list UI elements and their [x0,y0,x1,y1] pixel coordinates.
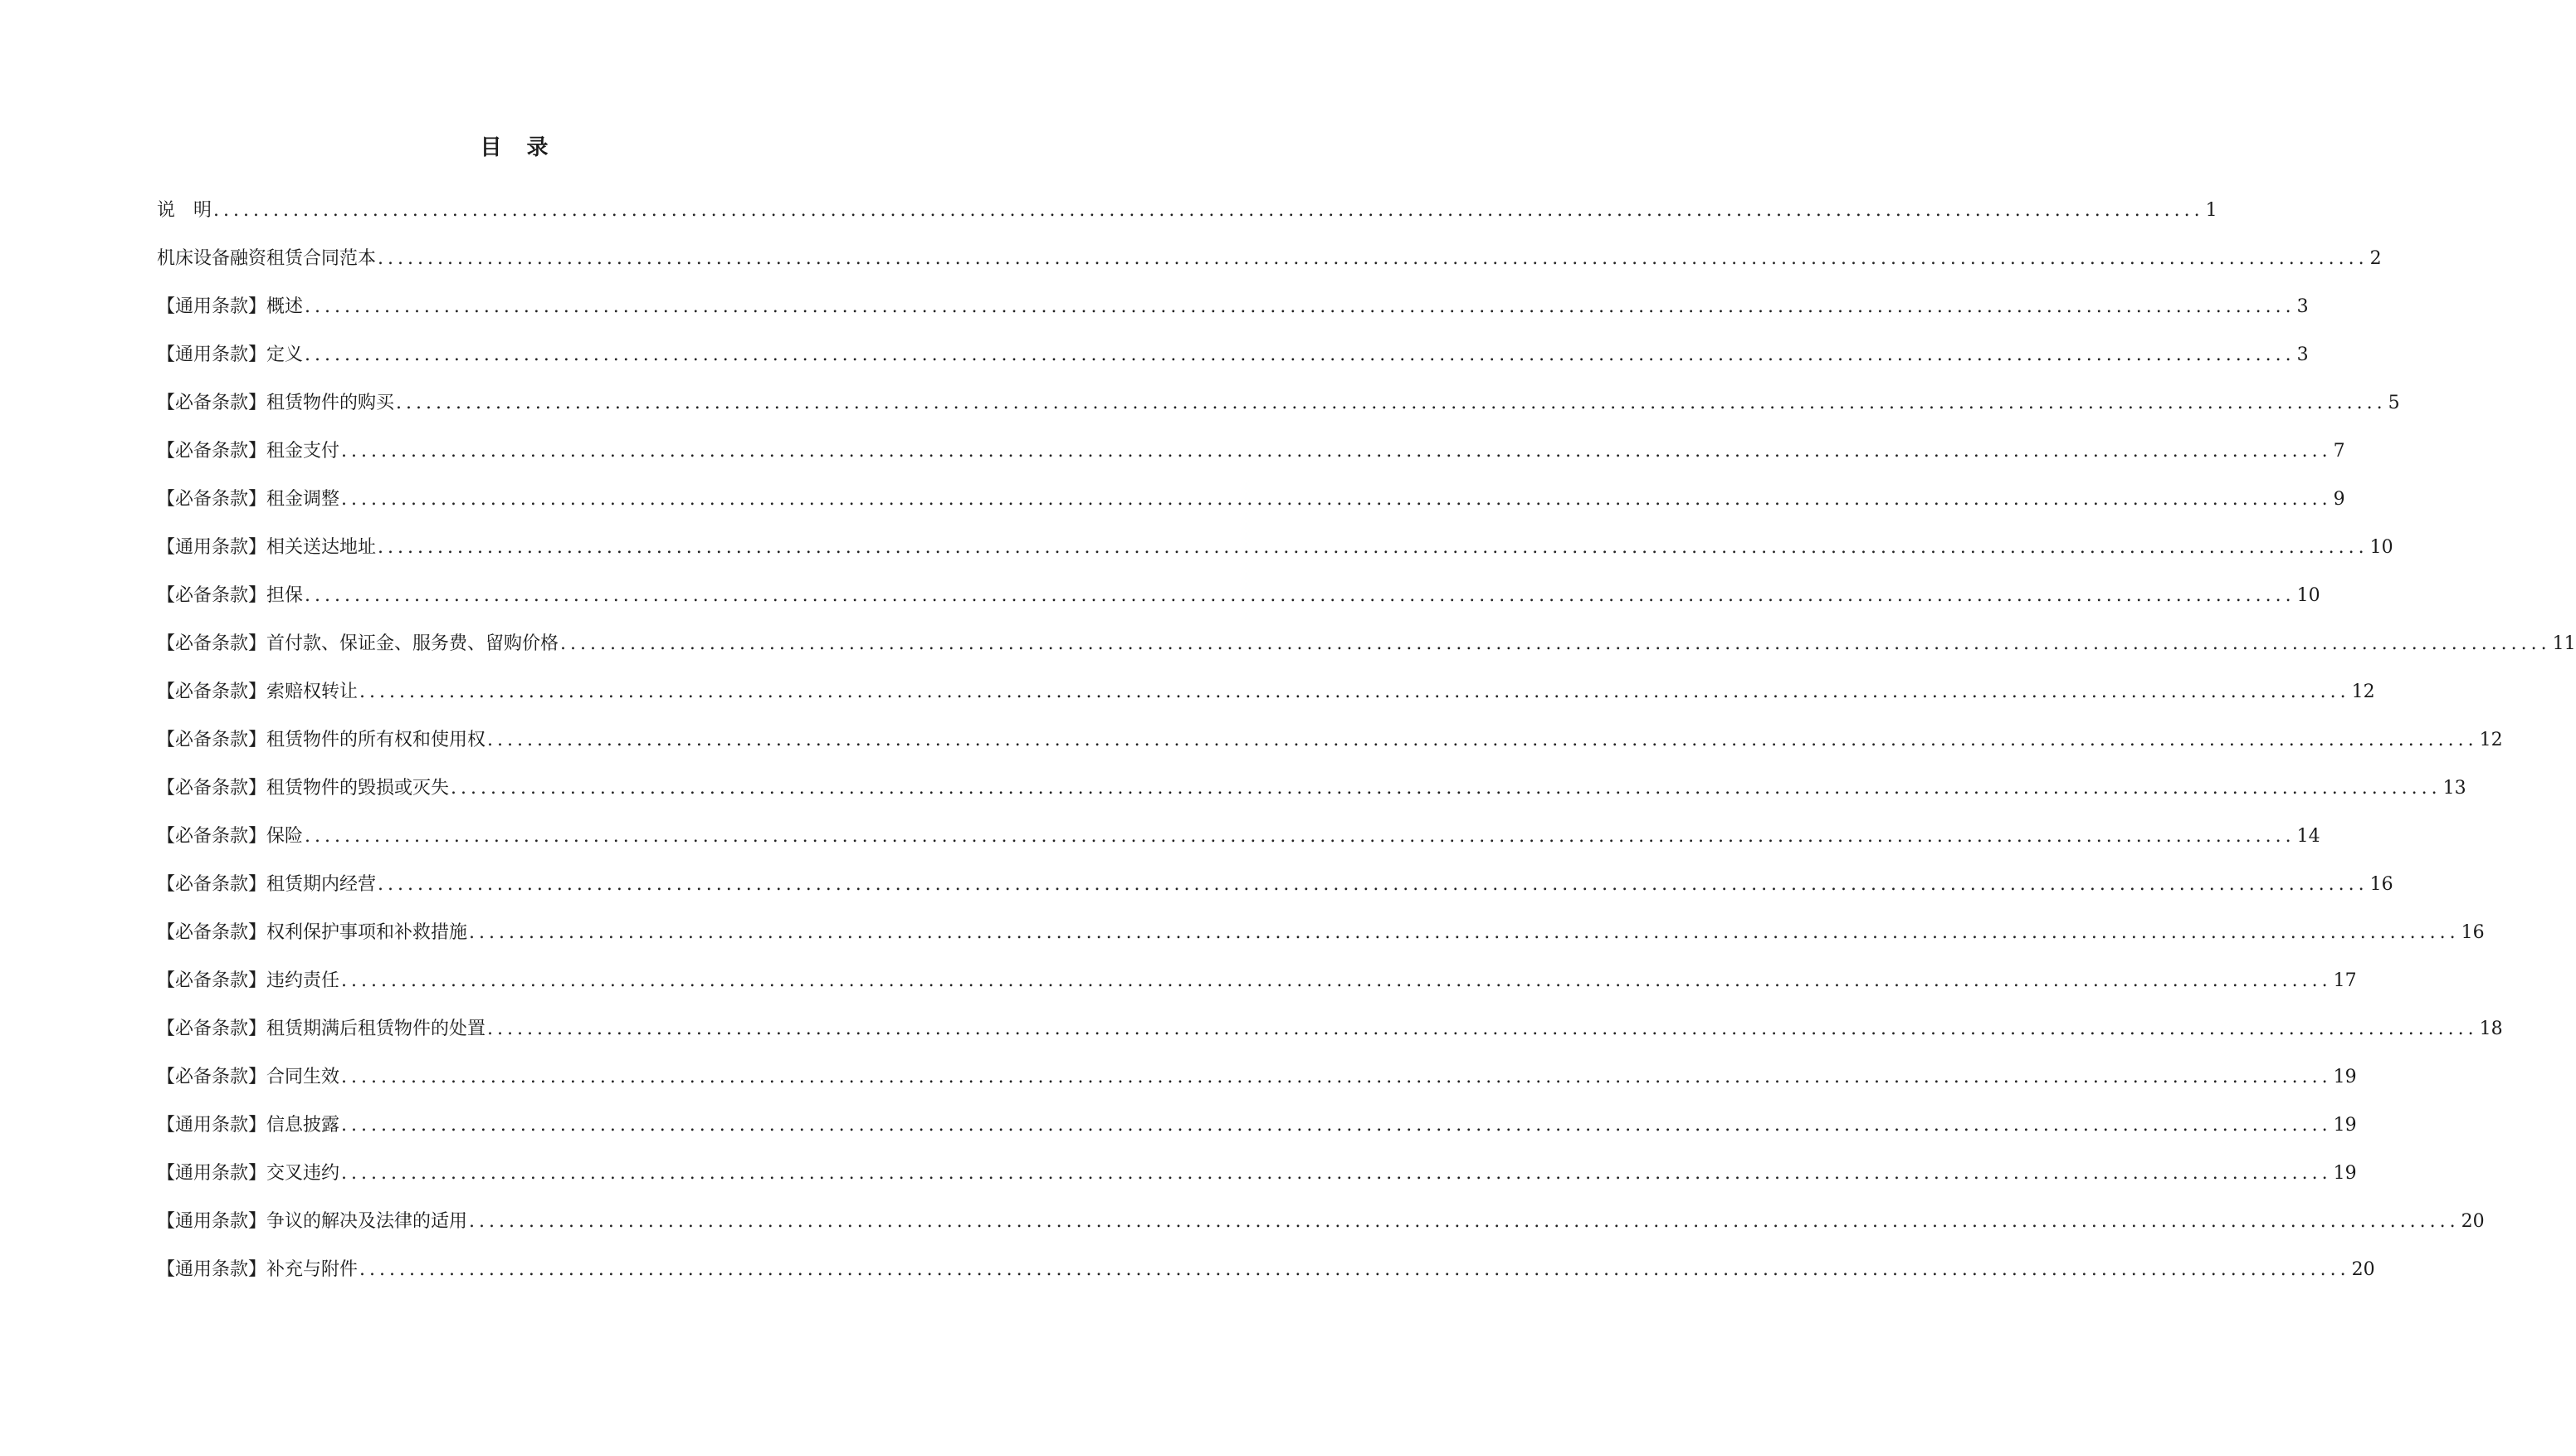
toc-entry[interactable] [157,1063,2357,1111]
toc-entry-label: 【通用条款】相关送达地址 [157,537,377,558]
toc-entry[interactable] [157,388,2400,437]
toc-dot-leader: ........................................................................................................................................................................................................ [341,441,2332,462]
toc-entry[interactable] [157,1111,2357,1159]
toc-entry-page-number: 7 [2333,441,2345,462]
toc-entry-page-number: 16 [2461,922,2485,943]
toc-dot-leader: ........................................................................................................................................................................................................ [560,633,2551,654]
toc-entry-label: 【必备条款】租赁物件的购买 [157,393,395,413]
toc-entry[interactable] [157,870,2393,918]
page-title: 目 录 [480,135,550,160]
toc-entry-page-number: 12 [2479,730,2503,750]
toc-dot-leader: ........................................................................................................................................................................................................ [359,1259,2350,1280]
toc-entry-page-number: 10 [2296,585,2320,606]
toc-entry-page-number: 9 [2333,489,2345,510]
toc-dot-leader: ........................................................................................................................................................................................................ [341,1067,2332,1087]
toc-dot-leader: ........................................................................................................................................................................................................ [378,248,2369,269]
toc-entry[interactable] [157,437,2345,485]
toc-entry-page-number: 17 [2333,970,2357,991]
toc-entry-page-number: 20 [2351,1259,2375,1280]
toc-entry[interactable] [157,918,2485,966]
toc-entry-label: 【通用条款】信息披露 [157,1115,340,1136]
toc-dot-leader: ........................................................................................................................................................................................................ [469,1211,2460,1232]
toc-entry-page-number: 1 [2205,200,2217,221]
toc-entry-label: 【必备条款】租金调整 [157,489,340,510]
table-of-contents [157,196,2576,1303]
toc-entry-page-number: 13 [2442,778,2466,799]
toc-entry-label: 【必备条款】违约责任 [157,970,340,991]
toc-entry[interactable] [157,292,2309,340]
toc-entry-page-number: 12 [2351,682,2375,702]
toc-entry-label: 【必备条款】租金支付 [157,441,340,462]
toc-entry[interactable] [157,966,2357,1014]
toc-entry-page-number: 19 [2333,1067,2357,1087]
toc-dot-leader: ........................................................................................................................................................................................................ [305,585,2295,606]
toc-entry[interactable] [157,485,2345,533]
toc-dot-leader: ........................................................................................................................................................................................................ [378,537,2369,558]
toc-dot-leader: ........................................................................................................................................................................................................ [396,393,2387,413]
toc-dot-leader: ........................................................................................................................................................................................................ [378,874,2369,895]
toc-dot-leader: ........................................................................................................................................................................................................ [469,922,2460,943]
toc-entry-page-number: 14 [2296,826,2320,847]
toc-entry-label: 【必备条款】权利保护事项和补救措施 [157,922,468,943]
toc-entry-label: 【必备条款】索赔权转让 [157,682,359,702]
toc-entry-label: 【必备条款】租赁物件的所有权和使用权 [157,730,486,750]
toc-entry-page-number: 19 [2333,1163,2357,1184]
toc-entry-label: 【必备条款】首付款、保证金、服务费、留购价格 [157,633,559,654]
toc-entry[interactable] [157,581,2320,629]
toc-entry[interactable] [157,1255,2375,1303]
toc-dot-leader: ........................................................................................................................................................................................................ [305,296,2295,317]
toc-entry[interactable] [157,629,2576,677]
toc-entry-label: 【必备条款】担保 [157,585,304,606]
toc-entry-page-number: 18 [2479,1019,2503,1039]
toc-entry[interactable] [157,726,2503,774]
toc-entry-page-number: 3 [2296,296,2309,317]
toc-dot-leader: ........................................................................................................................................................................................................ [341,970,2332,991]
toc-entry-label: 【通用条款】交叉违约 [157,1163,340,1184]
toc-entry-page-number: 2 [2369,248,2382,269]
toc-entry-label: 【必备条款】租赁物件的毁损或灭失 [157,778,450,799]
toc-dot-leader: ........................................................................................................................................................................................................ [487,730,2478,750]
toc-dot-leader: ........................................................................................................................................................................................................ [341,1163,2332,1184]
toc-entry-page-number: 19 [2333,1115,2357,1136]
toc-entry[interactable] [157,774,2466,822]
toc-entry[interactable] [157,244,2382,292]
toc-entry[interactable] [157,1207,2485,1255]
toc-entry[interactable] [157,1159,2357,1207]
toc-dot-leader: ........................................................................................................................................................................................................ [341,1115,2332,1136]
toc-entry-label: 【通用条款】补充与附件 [157,1259,359,1280]
toc-dot-leader: ........................................................................................................................................................................................................ [359,682,2350,702]
toc-entry[interactable] [157,533,2393,581]
toc-entry-page-number: 16 [2369,874,2393,895]
toc-entry-page-number: 10 [2369,537,2393,558]
toc-dot-leader: ........................................................................................................................................................................................................ [213,200,2204,221]
toc-entry-label: 【通用条款】定义 [157,344,304,365]
toc-entry-page-number: 3 [2296,344,2309,365]
toc-entry-label: 【必备条款】合同生效 [157,1067,340,1087]
toc-dot-leader: ........................................................................................................................................................................................................ [341,489,2332,510]
toc-entry[interactable] [157,677,2375,726]
toc-dot-leader: ........................................................................................................................................................................................................ [451,778,2442,799]
toc-entry-page-number: 11 [2552,633,2576,654]
toc-entry-label: 【通用条款】争议的解决及法律的适用 [157,1211,468,1232]
toc-entry[interactable] [157,196,2217,244]
toc-entry-label: 机床设备融资租赁合同范本 [157,248,377,269]
toc-entry-label: 【必备条款】租赁期满后租赁物件的处置 [157,1019,486,1039]
toc-dot-leader: ........................................................................................................................................................................................................ [305,344,2295,365]
toc-entry-page-number: 20 [2461,1211,2485,1232]
toc-entry-label: 【必备条款】租赁期内经营 [157,874,377,895]
toc-entry-label: 说 明 [157,200,212,221]
toc-entry-label: 【通用条款】概述 [157,296,304,317]
toc-entry-page-number: 5 [2388,393,2400,413]
toc-entry[interactable] [157,1014,2503,1063]
toc-entry-label: 【必备条款】保险 [157,826,304,847]
toc-entry[interactable] [157,822,2320,870]
toc-dot-leader: ........................................................................................................................................................................................................ [487,1019,2478,1039]
toc-dot-leader: ........................................................................................................................................................................................................ [305,826,2295,847]
toc-entry[interactable] [157,340,2309,388]
